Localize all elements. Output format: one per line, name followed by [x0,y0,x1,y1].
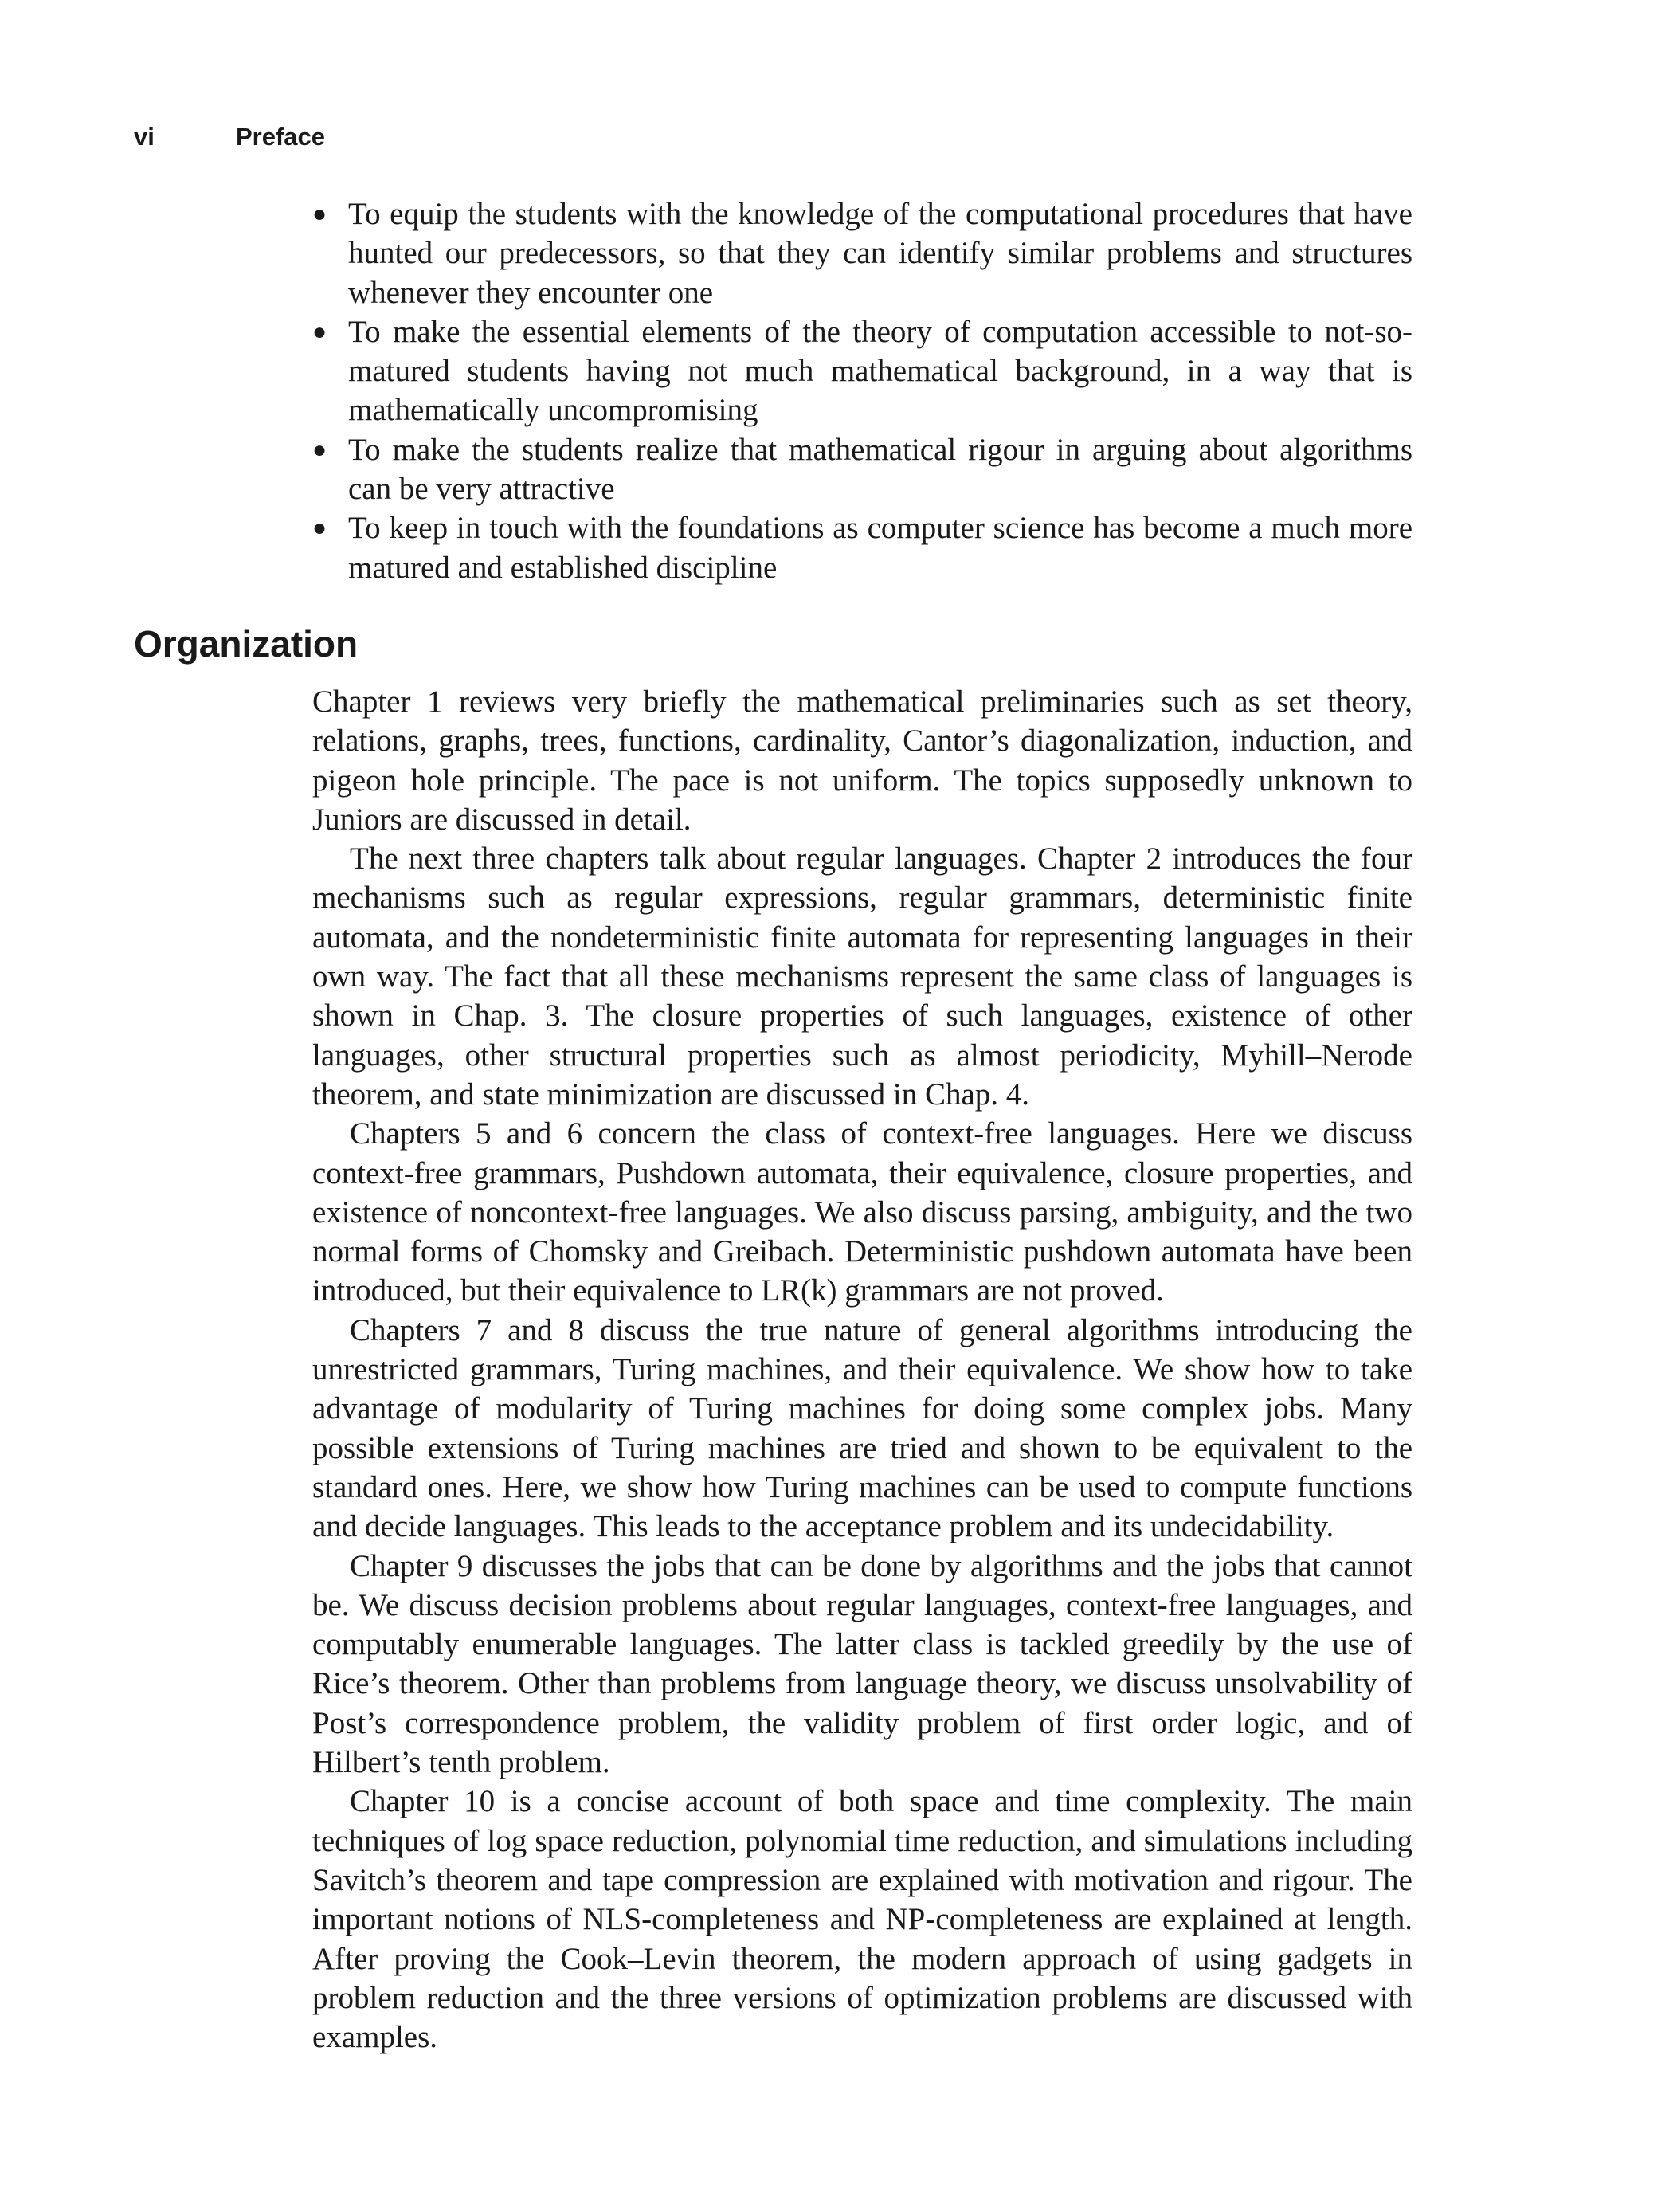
organization-body [312,682,1412,2057]
running-title: Preface [236,123,326,151]
bullet-text: To keep in touch with the foundations as computer science has become a much more matured and established discipline [348,511,1412,585]
running-head [134,121,325,153]
paragraph: Chapter 10 is a concise account of both space and time complexity. The main techniques of log space reduction, polynomial time reduction, and simulations including Savitch’s theorem and tape compression are explained with motivation and rigour. The important notions of NLS-completeness and NP-completeness are explained at length. After proving the Cook–Levin theorem, the modern approach of using gadgets in problem reduction and the three versions of optimization problems are discussed with examples. [312,1784,1412,2055]
bullet-text: To make the essential elements of the theory of computation accessible to not-so-matured students having not much mathematical background, in a way that is mathematically uncompromising [348,314,1412,428]
bullet-icon: ● [312,318,327,345]
paragraph: Chapter 9 discusses the jobs that can be done by algorithms and the jobs that cannot be. We discuss decision problems about regular languages, context-free languages, and computably enumerable languages. The latter class is tackled greedily by the use of Rice’s theorem. Other than problems from language theory, we discuss unsolvability of Post’s correspondence problem, the validity problem of first order logic, and of Hilbert’s tenth problem. [312,1548,1412,1780]
bullet-icon: ● [312,436,327,463]
page-number: vi [134,123,155,151]
bullet-icon: ● [312,201,327,227]
goals-bullet-list [312,194,1412,587]
section-heading-organization: Organization [134,623,358,665]
paragraph: Chapter 1 reviews very briefly the mathematical preliminaries such as set theory, relations, graphs, trees, functions, cardinality, Cantor’s diagonalization, induction, and pigeon hole principle. The pace is not uniform. The topics supposedly unknown to Juniors are discussed in detail. [312,684,1412,837]
list-item [312,508,1412,587]
paragraph: Chapters 7 and 8 discuss the true nature of general algorithms introducing the unrestricted grammars, Turing machines, and their equivalence. We show how to take advantage of modularity of Turing machines for doing some complex jobs. Many possible extensions of Turing machines are tried and shown to be equivalent to the standard ones. Here, we show how Turing machines can be used to compute functions and decide languages. This leads to the acceptance problem and its undecidability. [312,1312,1412,1544]
bullet-icon: ● [312,515,327,542]
paragraph: Chapters 5 and 6 concern the class of context-free languages. Here we discuss context-free grammars, Pushdown automata, their equivalence, closure properties, and existence of noncontext-free languages. We also discuss parsing, ambiguity, and the two normal forms of Chomsky and Greibach. Deterministic pushdown automata have been introduced, but their equivalence to LR(k) grammars are not proved. [312,1116,1412,1308]
list-item [312,194,1412,312]
bullet-text: To make the students realize that mathematical rigour in arguing about algorithms can be very attractive [348,432,1412,507]
list-item [312,312,1412,430]
list-item [312,430,1412,509]
paragraph: The next three chapters talk about regular languages. Chapter 2 introduces the four mechanisms such as regular expressions, regular grammars, deterministic finite automata, and the nondeterministic finite automata for representing languages in their own way. The fact that all these mechanisms represent the same class of languages is shown in Chap. 3. The closure properties of such languages, existence of other languages, other structural properties such as almost periodicity, Myhill–Nerode theorem, and state minimization are discussed in Chap. 4. [312,841,1412,1112]
bullet-text: To equip the students with the knowledge of the computational procedures that have hunted our predecessors, so that they can identify similar problems and structures whenever they encounter one [348,197,1412,310]
